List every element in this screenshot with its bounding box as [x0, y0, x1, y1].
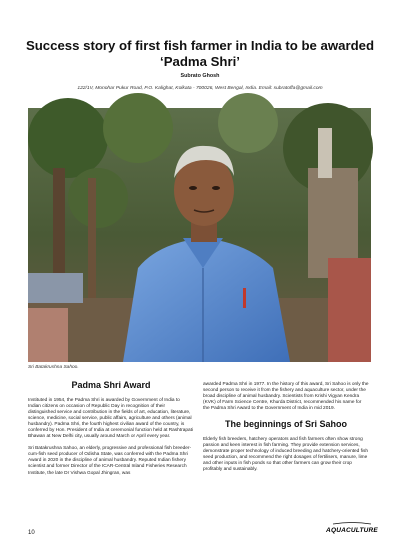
- section-heading-beginnings: The beginnings of Sri Sahoo: [224, 419, 347, 430]
- paragraph: Instituted in 1954, the Padma Shri is awarded by Government of India to Indian citizens on occasion of Republic Day in recognition of their distinguished service and contribution in the fields of art, education, literature, science, medicine, social service, public affairs, agriculture and others (animal husbandry). Padma Shri, the fourth highest civilian award of the country, is conferred by Hon. President of India at ceremonial function held at Rashtrapati Bhawan at New Delhi city, usually around March or April every year.: [28, 398, 194, 440]
- magazine-logo-text: AQUACULTURE: [326, 527, 378, 534]
- paragraph: Elderly fish breeders, hatchery operators and fish farmers often show strong passion and keen interest in fish farming. They provide extension services, demonstrate proper technology of induced breeding and hatchery-oriented fish seed production, and recommend the right dosages of fertilisers, manure, lime and other inputs in fish ponds so that other farmers can grow their crop profitably and sustainably.: [203, 437, 369, 473]
- page-number: 10: [28, 530, 35, 536]
- section-heading-padma-shri: Padma Shri Award: [71, 380, 151, 390]
- author-affiliation: 122/1V, Monohar Pukur Road, P.O. Kalighat, Kolkata - 700026, West Bengal, India. Email: subratoffa@gmail.com: [77, 86, 323, 91]
- photo-caption: Sri Batakrushna Sahoo.: [28, 365, 79, 370]
- paragraph: Sri Batakrushna Sahoo, an elderly, progressive and professional fish breeder-cum-fish seed producer of Odisha State, was conferred with the Padma Shri Award in 2020 in the discipline of animal husbandry. Reputed Indian fishery scientist and former Director of the ICAR-Central Inland Fisheries Research Institute, the late Dr Vishwa Gopal Jhingran, was: [28, 446, 192, 476]
- portrait-photo: [28, 108, 371, 362]
- magazine-logo: [326, 521, 378, 534]
- author-name: Subrato Ghosh: [180, 73, 220, 79]
- right-column: [203, 382, 369, 480]
- article-title: Success story of first fish farmer in India to be awarded ‘Padma Shri’: [25, 38, 375, 69]
- left-column: [28, 380, 194, 483]
- paragraph: awarded Padma Shri in 1977. In the history of this award, Sri Sahoo is only the second person to receive it from the fishery and aquaculture sector, under the broad discipline of animal husbandry. Scientists from Krishi Vigyan Kendra (KVK) of Farm Science Centre, Khurda District, recommended his name for the Padma Shri Award to the Government of India in mid 2019.: [203, 382, 369, 412]
